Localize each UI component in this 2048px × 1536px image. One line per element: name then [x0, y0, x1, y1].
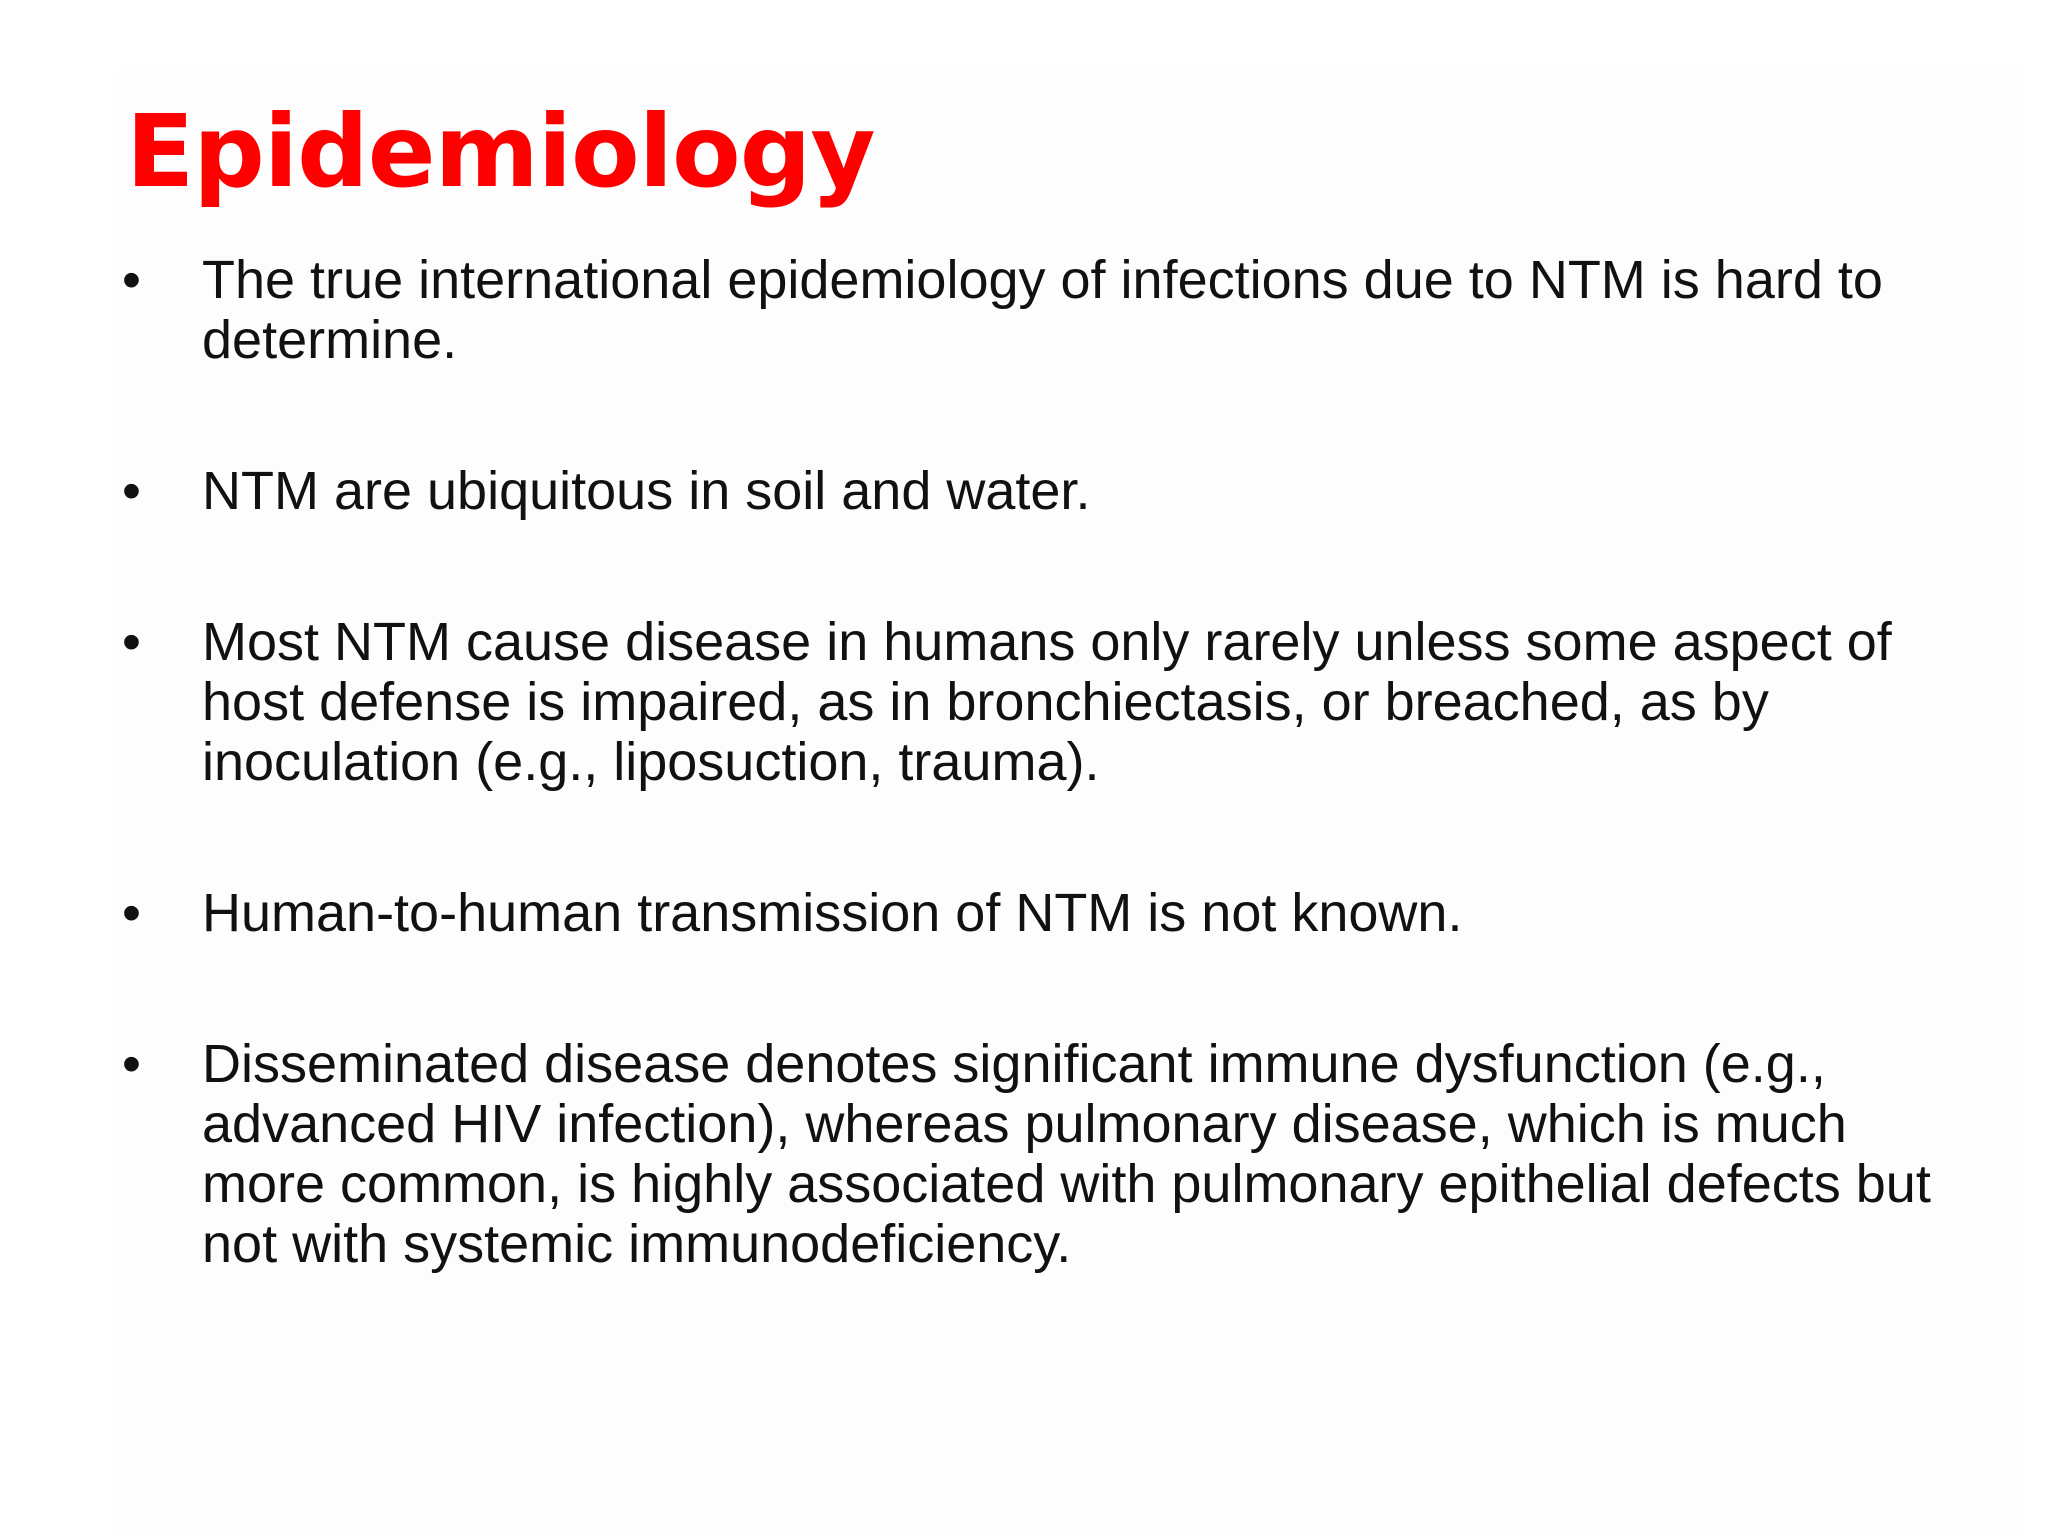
bullet-text: The true international epidemiology of infections due to NTM is hard to determine. [202, 250, 1883, 370]
bullet-item [118, 612, 1978, 792]
bullet-item [118, 250, 1978, 370]
bullet-dot-icon: • [122, 461, 141, 521]
bullet-list [118, 250, 1978, 1274]
bullet-dot-icon: • [122, 250, 141, 310]
bullet-text: Disseminated disease denotes significant immune dysfunction (e.g., advanced HIV infection), whereas pulmonary disease, which is much more common, is highly associated with pulmonary epithelial defects but not with systemic immunodeficiency. [202, 1034, 1931, 1274]
bullet-text: Human-to-human transmission of NTM is not known. [202, 883, 1463, 943]
bullet-item [118, 883, 1978, 943]
bullet-dot-icon: • [122, 883, 141, 943]
bullet-dot-icon: • [122, 612, 141, 672]
bullet-text: NTM are ubiquitous in soil and water. [202, 461, 1091, 521]
bullet-item [118, 461, 1978, 521]
slide-title: Epidemiology [126, 93, 875, 210]
bullet-text: Most NTM cause disease in humans only rarely unless some aspect of host defense is impaired, as in bronchiectasis, or breached, as by inoculation (e.g., liposuction, trauma). [202, 612, 1892, 792]
bullet-dot-icon: • [122, 1034, 141, 1094]
bullet-item [118, 1034, 1978, 1274]
